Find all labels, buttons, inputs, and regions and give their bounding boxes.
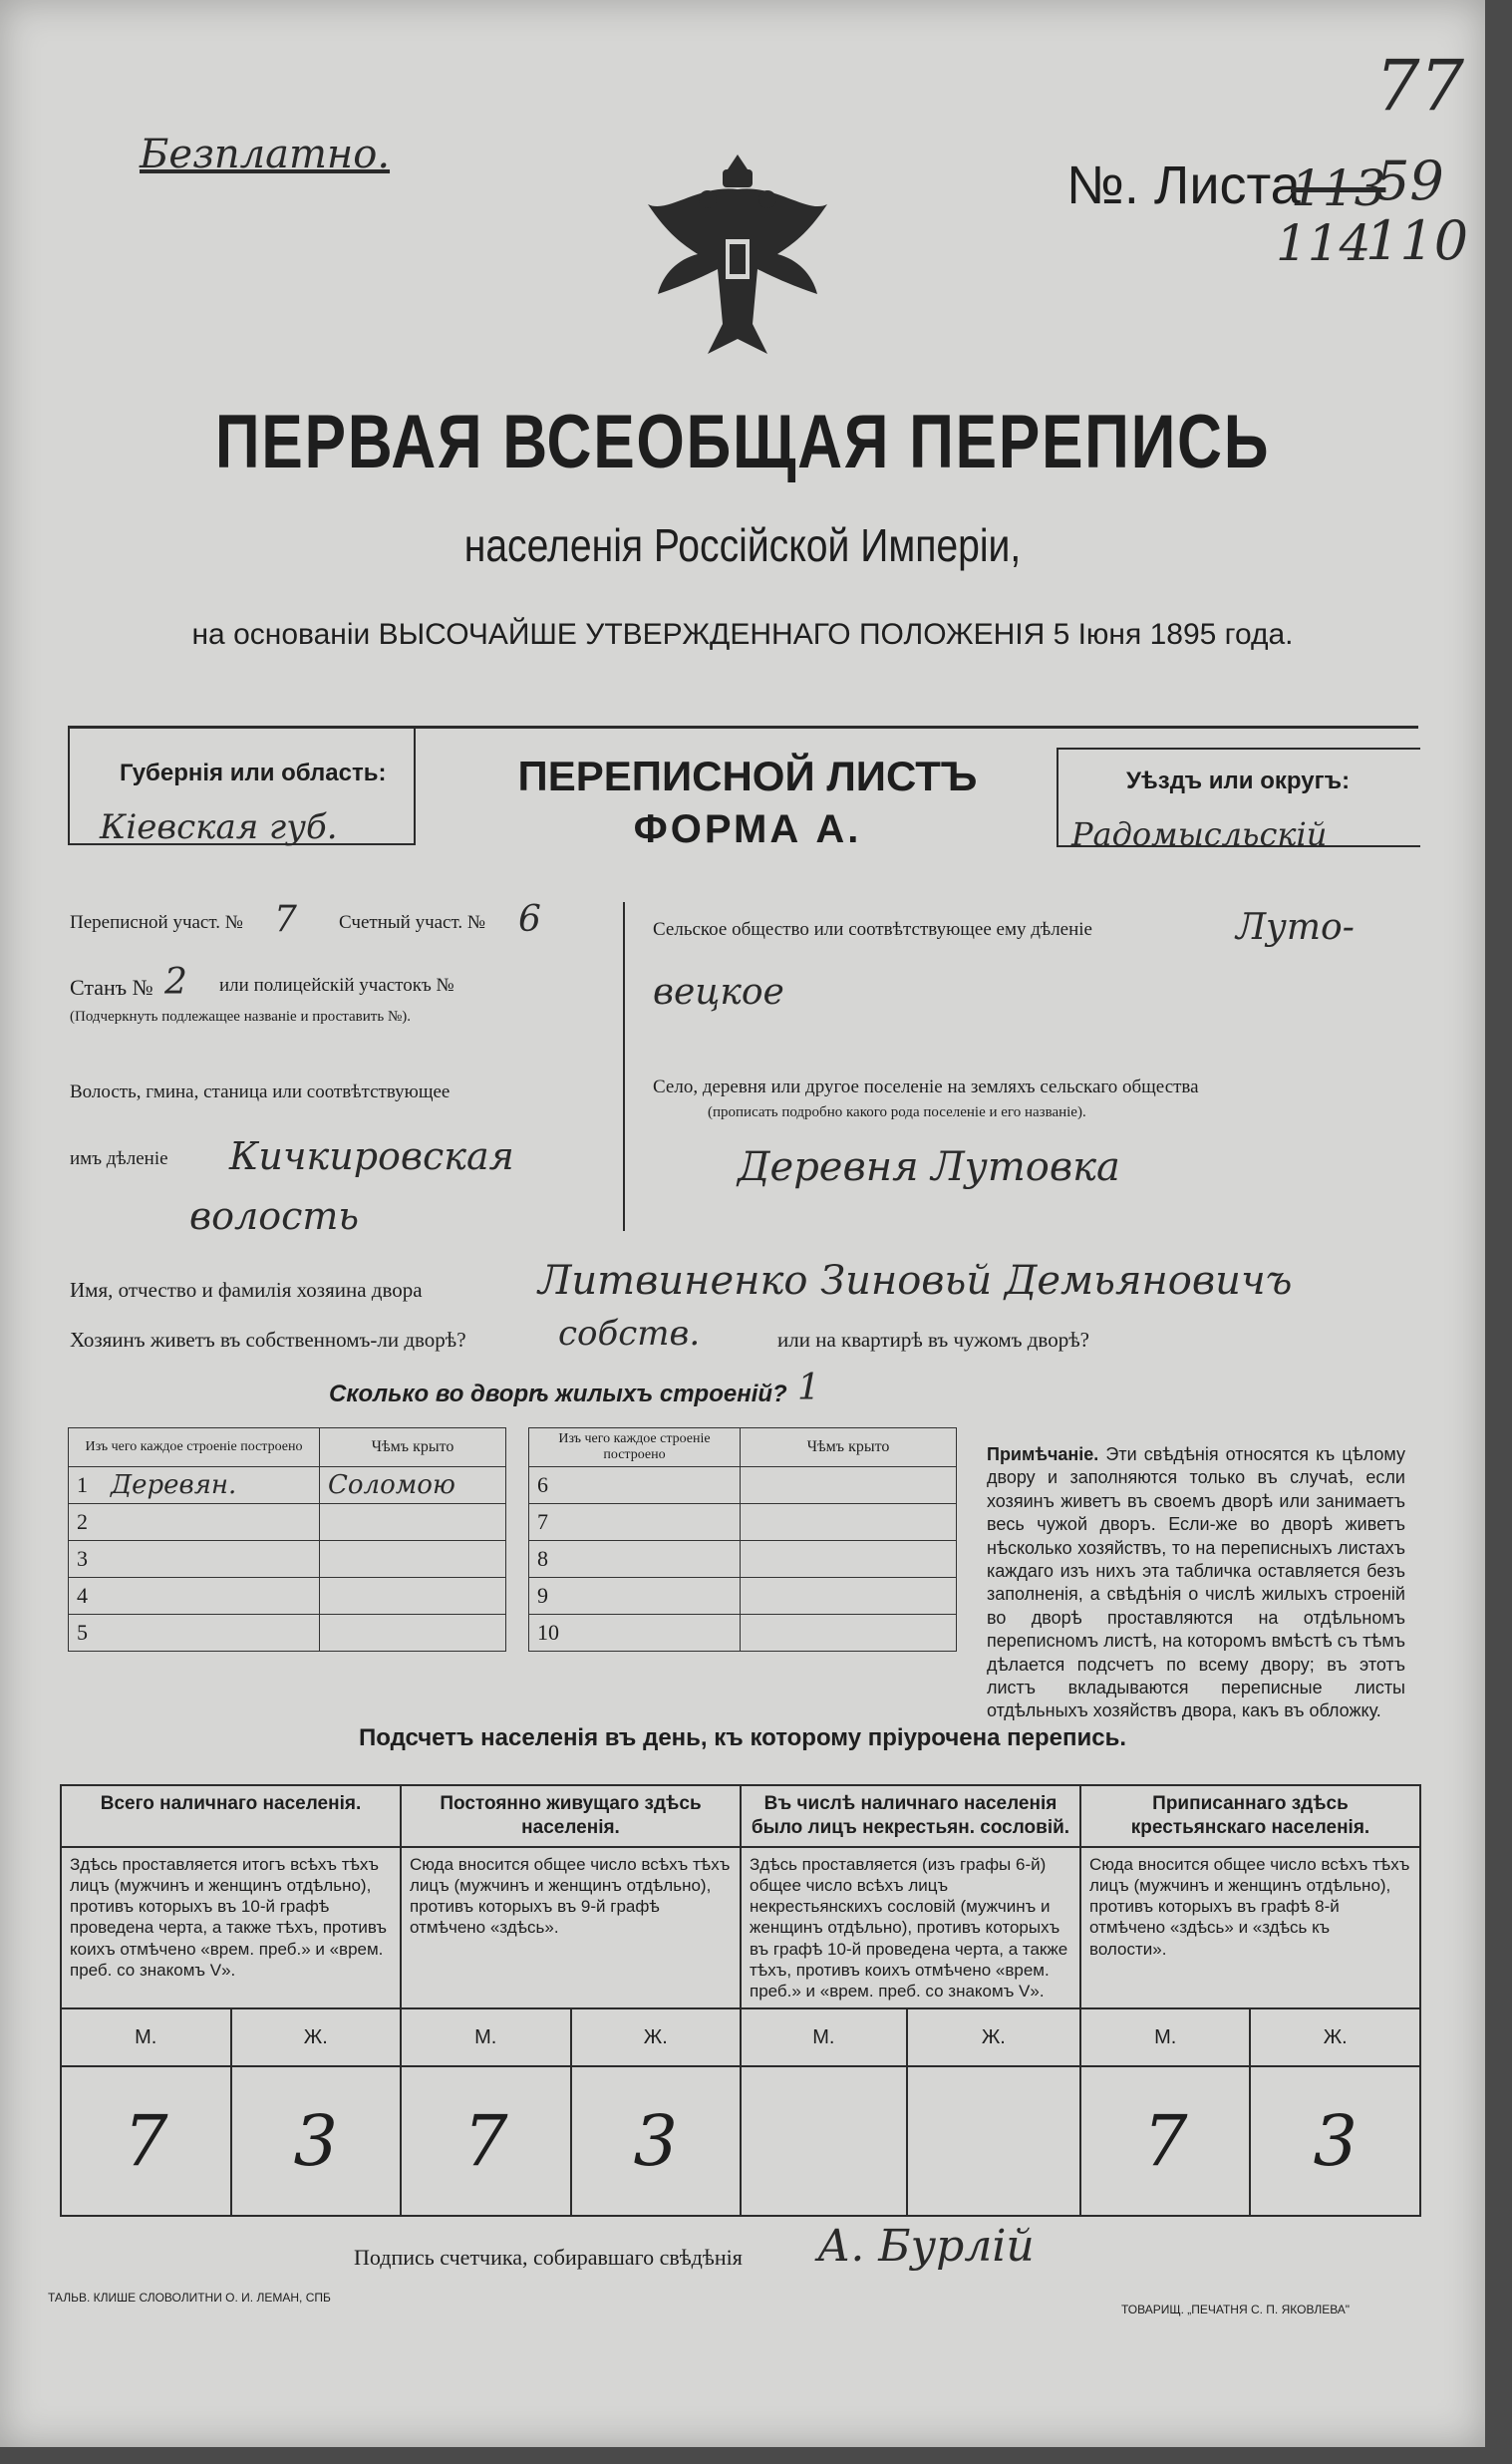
note-body: Эти свѣдѣнія относятся къ цѣлому двору и заполняются только въ случаѣ, если хозяинъ живетъ въ своемъ дворѣ или занимаетъ весь чужой дворъ. Если-же во дворѣ живетъ нѣсколько хозяйствъ, то на переписныхъ листахъ каждаго изъ нихъ эта табличка оставляется безъ заполненія, а свѣдѣнія о числѣ жилыхъ строеній во дворѣ проставляются на отдѣльномъ переписномъ листѣ, на которомъ вмѣстѣ съ тѣмъ дѣлается подсчетъ по всему двору; въ этотъ листъ вкладываются переписные листы отдѣльныхъ хозяйствъ двора, какъ въ обложку. xyxy=(987,1444,1405,1721)
table-row xyxy=(529,1578,957,1615)
buildings-table-right xyxy=(528,1427,957,1652)
uezd-label: Уѣздъ или округъ: xyxy=(1126,768,1351,794)
sheet-number-hand-2: 114 xyxy=(1276,214,1371,272)
census-subtitle: населенія Россійской Имперіи, xyxy=(463,519,1022,571)
permanent-female-value: 3 xyxy=(571,2066,742,2216)
volost-label-2: имъ дѣленіе xyxy=(70,1148,168,1169)
row-number: 6 xyxy=(529,1467,570,1504)
pop-desc-permanent: Сюда вносится общее число всѣхъ тѣхъ лицъ (мужчинъ и женщинъ отдѣльно), противъ которыхъ въ 9-й графѣ отмѣчено «здѣсь». xyxy=(401,1847,741,2009)
printer-right: ТОВАРИЩ. „ПЕЧАТНЯ С. П. ЯКОВЛЕВА" xyxy=(1121,2303,1351,2316)
material-cell xyxy=(103,1615,320,1652)
census-plot-label: Переписной участ. № xyxy=(70,912,243,933)
roof-cell xyxy=(320,1615,506,1652)
printer-left: ТАЛЬВ. КЛИШЕ СЛОВОЛИТНИ О. И. ЛЕМАН, СПБ xyxy=(48,2291,331,2305)
row-number: 5 xyxy=(69,1615,104,1652)
roof-cell: Соломою xyxy=(320,1467,506,1504)
pop-head-registered: Приписаннаго здѣсь крестьянскаго населенія. xyxy=(1080,1785,1420,1847)
f-label: Ж. xyxy=(571,2008,742,2066)
owner-name-value: Литвиненко Зиновьй Демьяновичъ xyxy=(538,1258,1293,1304)
volost-label: Волость, гмина, станица или соотвѣтствующее xyxy=(70,1081,451,1102)
census-title: ПЕРВАЯ ВСЕОБЩАЯ ПЕРЕПИСЬ xyxy=(214,400,1271,484)
nonpeasant-male-value xyxy=(741,2066,907,2216)
total-female-value: 3 xyxy=(231,2066,402,2216)
village-note: (прописать подробно какого рода поселеніе и его названіе). xyxy=(708,1104,1086,1120)
volost-value-2: волость xyxy=(189,1194,360,1238)
count-plot-label: Счетный участ. № xyxy=(339,912,485,933)
population-table xyxy=(60,1784,1421,2217)
pop-head-total: Всего наличнаго населенія. xyxy=(61,1785,401,1847)
signature-label: Подпись счетчика, собиравшаго свѣдѣнія xyxy=(354,2245,743,2270)
buildings-label: Сколько во дворѣ жилыхъ строеній? xyxy=(329,1381,787,1407)
form-subtitle: ФОРМА А. xyxy=(633,807,862,851)
table-row xyxy=(69,1615,506,1652)
police-label: или полицейскій участокъ № xyxy=(219,975,454,996)
population-title: Подсчетъ населенія въ день, къ которому пріурочена перепись. xyxy=(359,1724,1126,1751)
village-value: Деревня Лутовка xyxy=(738,1144,1120,1190)
m-label: М. xyxy=(61,2008,231,2066)
f-label: Ж. xyxy=(231,2008,402,2066)
row-number: 8 xyxy=(529,1541,570,1578)
head-roof-2: Чѣмъ крыто xyxy=(741,1428,957,1467)
row-number: 4 xyxy=(69,1578,104,1615)
corner-number: 77 xyxy=(1375,45,1465,127)
total-male-value: 7 xyxy=(61,2066,231,2216)
roof-cell xyxy=(320,1578,506,1615)
material-cell xyxy=(103,1578,320,1615)
table-row xyxy=(69,1578,506,1615)
registered-male-value: 7 xyxy=(1080,2066,1251,2216)
owner-own-value: собств. xyxy=(558,1314,701,1354)
pop-desc-registered: Сюда вносится общее число всѣхъ тѣхъ лицъ (мужчинъ и женщинъ отдѣльно), противъ которыхъ въ графѣ 8-й отмѣчено «здѣсь» и «здѣсь къ волости». xyxy=(1080,1847,1420,2009)
note-text xyxy=(987,1443,1405,1723)
pop-head-nonpeasant: Въ числѣ наличнаго населенія было лицъ некрестьян. сословій. xyxy=(741,1785,1080,1847)
stan-value: 2 xyxy=(164,962,187,1003)
material-cell: Деревян. xyxy=(103,1467,320,1504)
nonpeasant-female-value xyxy=(907,2066,1080,2216)
row-number: 1 xyxy=(69,1467,104,1504)
m-label: М. xyxy=(401,2008,571,2066)
stan-label: Станъ № xyxy=(70,975,153,1000)
pop-head-permanent: Постоянно живущаго здѣсь населенія. xyxy=(401,1785,741,1847)
owner-rent-label: или на квартирѣ въ чужомъ дворѣ? xyxy=(777,1328,1089,1352)
f-label: Ж. xyxy=(1250,2008,1420,2066)
society-value: Луто- xyxy=(1236,907,1355,948)
roof-cell xyxy=(320,1504,506,1541)
society-value-2: вецкое xyxy=(653,972,784,1013)
head-material-2: Изъ чего каждое строеніе построено xyxy=(529,1428,741,1467)
head-roof: Чѣмъ крыто xyxy=(320,1428,506,1467)
table-row xyxy=(529,1467,957,1504)
pop-desc-total: Здѣсь проставляется итогъ всѣхъ тѣхъ лицъ (мужчинъ и женщинъ отдѣльно), противъ которыхъ въ 10-й графѣ проведена черта, а также тѣхъ, противъ коихъ отмѣчено «врем. преб.» и «врем. преб. со знакомъ V». xyxy=(61,1847,401,2009)
sheet-number-label: №. Листа xyxy=(1066,155,1301,215)
volost-value: Кичкировская xyxy=(229,1134,514,1178)
buildings-value: 1 xyxy=(797,1368,820,1408)
registered-female-value: 3 xyxy=(1250,2066,1420,2216)
sheet-number-hand: 59 xyxy=(1375,150,1444,212)
gubernia-label: Губернія или область: xyxy=(120,760,387,786)
table-row xyxy=(529,1504,957,1541)
sheet-number-struck: 113 xyxy=(1291,159,1386,217)
row-number: 9 xyxy=(529,1578,570,1615)
signature-value: А. Бурлій xyxy=(817,2221,1035,2272)
head-material: Изъ чего каждое строеніе построено xyxy=(69,1428,320,1467)
uezd-value: Радомысльскій xyxy=(1071,815,1328,853)
roof-cell xyxy=(320,1541,506,1578)
table-row xyxy=(529,1615,957,1652)
m-label: М. xyxy=(1080,2008,1251,2066)
f-label: Ж. xyxy=(907,2008,1080,2066)
row-number: 7 xyxy=(529,1504,570,1541)
society-label: Сельское общество или соотвѣтствующее ему дѣленіе xyxy=(653,919,1092,940)
sheet-number-hand-3: 110 xyxy=(1365,209,1469,272)
pop-desc-nonpeasant: Здѣсь проставляется (изъ графы 6-й) общее число всѣхъ лицъ некрестьянскихъ сословій (мужчинъ и женщинъ отдѣльно), противъ которыхъ въ графѣ 10-й проведена черта, а также тѣхъ, противъ коихъ отмѣчено «врем. преб.» и «врем. преб. со знакомъ V». xyxy=(741,1847,1080,2009)
row-number: 10 xyxy=(529,1615,570,1652)
underline-note: (Подчеркнуть подлежащее названіе и проставить №). xyxy=(70,1009,411,1025)
form-title: ПЕРЕПИСНОЙ ЛИСТЪ xyxy=(517,753,978,799)
village-label: Село, деревня или другое поселеніе на земляхъ сельскаго общества xyxy=(653,1077,1199,1097)
buildings-table-left xyxy=(68,1427,506,1652)
free-label: Безплатно. xyxy=(140,132,391,177)
table-row xyxy=(69,1467,506,1504)
owner-own-label: Хозяинъ живетъ въ собственномъ-ли дворѣ? xyxy=(70,1328,466,1352)
material-cell xyxy=(103,1541,320,1578)
gubernia-value: Кіевская губ. xyxy=(100,807,338,847)
row-number: 3 xyxy=(69,1541,104,1578)
table-row xyxy=(69,1541,506,1578)
census-basis: на основаніи ВЫСОЧАЙШЕ УТВЕРЖДЕННАГО ПОЛОЖЕНІЯ 5 Іюня 1895 года. xyxy=(191,618,1294,651)
owner-name-label: Имя, отчество и фамилія хозяина двора xyxy=(70,1278,423,1302)
fields-divider xyxy=(623,902,625,1231)
material-cell xyxy=(103,1504,320,1541)
m-label: М. xyxy=(741,2008,907,2066)
count-plot-value: 6 xyxy=(518,899,541,940)
table-row xyxy=(69,1504,506,1541)
permanent-male-value: 7 xyxy=(401,2066,571,2216)
row-number: 2 xyxy=(69,1504,104,1541)
census-plot-value: 7 xyxy=(274,899,297,940)
double-eagle-emblem xyxy=(638,145,837,374)
note-lead: Примѣчаніе. xyxy=(987,1444,1099,1464)
table-row xyxy=(529,1541,957,1578)
